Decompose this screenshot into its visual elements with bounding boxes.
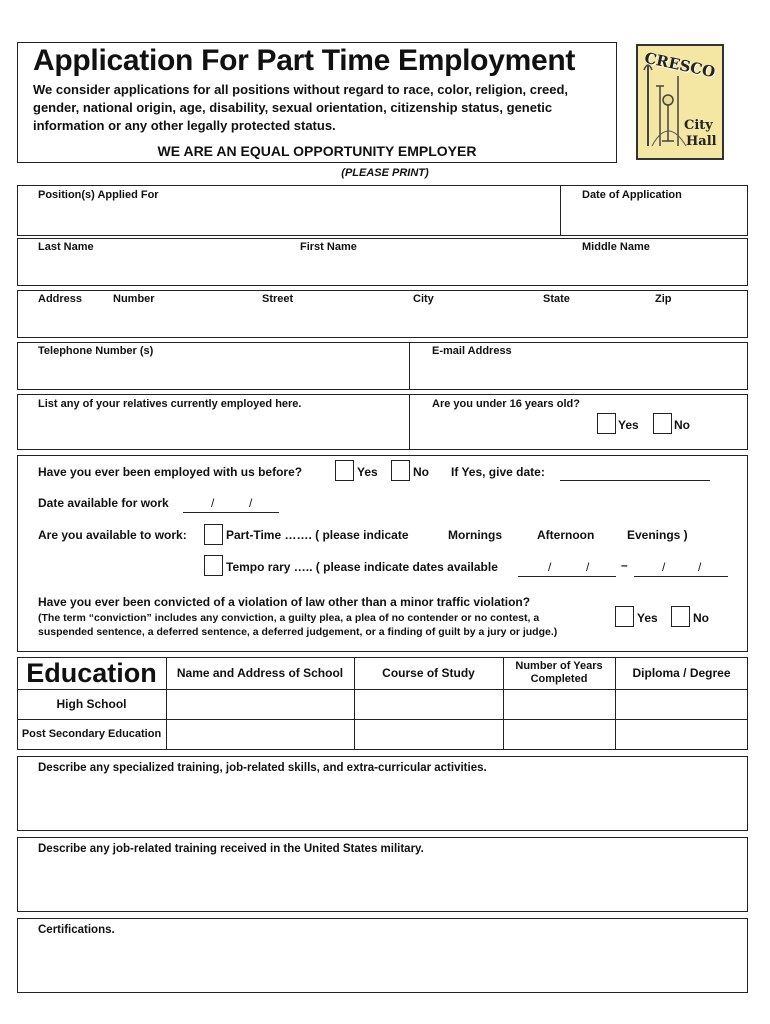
mornings-option[interactable]: Mornings	[448, 528, 502, 542]
afternoon-option[interactable]: Afternoon	[537, 528, 595, 542]
employed-before-yes-checkbox[interactable]	[335, 460, 354, 481]
date-of-application-label: Date of Application	[582, 189, 682, 201]
date-available-slash-1: /	[211, 496, 215, 510]
col-school-header: Name and Address of School	[176, 665, 344, 680]
available-to-work-label: Are you available to work:	[38, 528, 187, 542]
positions-applied-field[interactable]	[20, 203, 558, 233]
part-time-label: Part-Time ……. ( please indicate	[226, 528, 409, 542]
address-field[interactable]	[20, 308, 745, 335]
date-available-label: Date available for work	[38, 496, 169, 510]
convicted-no-label: No	[693, 611, 709, 625]
convicted-no-checkbox[interactable]	[671, 606, 690, 627]
email-label: E-mail Address	[432, 345, 512, 357]
positions-applied-label: Position(s) Applied For	[38, 189, 159, 201]
col-course-header: Course of Study	[382, 665, 475, 680]
row-high-school-label: High School	[56, 696, 127, 711]
telephone-label: Telephone Number (s)	[38, 345, 154, 357]
employed-before-label: Have you ever been employed with us before?	[38, 465, 303, 479]
education-heading: Education	[26, 657, 157, 688]
temporary-end-date-field[interactable]	[634, 563, 728, 577]
position-date-divider	[560, 185, 561, 236]
under-16-no-label: No	[674, 418, 690, 432]
logo-city: City	[684, 118, 713, 133]
under-16-label: Are you under 16 years old?	[432, 398, 580, 410]
logo-title: CRESCO	[642, 48, 717, 82]
zip-label: Zip	[655, 293, 672, 305]
conviction-note-line-2: suspended sentence, a deferred sentence, a deferred judgement, or a finding of guilt by a jury or judge.)	[38, 626, 558, 638]
temporary-label: Tempo rary ….. ( please indicate dates available	[226, 560, 498, 574]
evenings-option[interactable]: Evenings )	[627, 528, 688, 542]
post-secondary-course-field[interactable]	[356, 721, 501, 748]
contact-divider	[409, 342, 410, 390]
post-secondary-years-field[interactable]	[505, 721, 613, 748]
cresco-city-hall-logo	[636, 44, 724, 160]
last-name-label: Last Name	[38, 241, 94, 253]
convicted-question: Have you ever been convicted of a violation of law other than a minor traffic violation?	[38, 595, 531, 609]
part-time-checkbox[interactable]	[204, 524, 223, 545]
row-post-secondary-label: Post Secondary Education	[21, 727, 162, 740]
high-school-diploma-field[interactable]	[617, 691, 746, 717]
date-of-application-field[interactable]	[563, 203, 745, 233]
employed-before-no-checkbox[interactable]	[391, 460, 410, 481]
middle-name-label: Middle Name	[582, 241, 650, 253]
under-16-no-checkbox[interactable]	[653, 413, 672, 434]
temporary-end-slash-2: /	[698, 560, 702, 574]
page-title: Application For Part Time Employment	[33, 44, 576, 77]
certifications-field[interactable]	[20, 942, 745, 990]
if-yes-date-label: If Yes, give date:	[451, 465, 545, 479]
relatives-label: List any of your relatives currently employed here.	[38, 398, 302, 410]
telephone-field[interactable]	[20, 360, 406, 387]
logo-hall: Hall	[686, 134, 717, 149]
high-school-name-field[interactable]	[168, 691, 352, 717]
high-school-years-field[interactable]	[505, 691, 613, 717]
post-secondary-name-field[interactable]	[168, 721, 352, 748]
employed-before-no-label: No	[413, 465, 429, 479]
high-school-course-field[interactable]	[356, 691, 501, 717]
eoe-statement: We consider applications for all positions without regard to race, color, religion, creed, gender, national origin, age, disability, sexual orientation, citizenship status, genetic information or any other legally protected status.	[33, 82, 569, 133]
specialized-training-field[interactable]	[20, 780, 745, 828]
temporary-end-slash-1: /	[662, 560, 666, 574]
col-years-header: Number of Years Completed	[515, 659, 603, 685]
state-label: State	[543, 293, 570, 305]
relatives-divider	[409, 394, 410, 450]
temporary-date-dash: –	[621, 558, 628, 572]
date-available-field[interactable]	[183, 499, 279, 513]
temporary-checkbox[interactable]	[204, 555, 223, 576]
military-training-label: Describe any job-related training received in the United States military.	[38, 843, 424, 855]
military-training-field[interactable]	[20, 861, 745, 909]
name-field[interactable]	[20, 256, 745, 283]
convicted-yes-label: Yes	[637, 611, 658, 625]
employed-before-yes-label: Yes	[357, 465, 378, 479]
street-label: Street	[262, 293, 294, 305]
city-label: City	[413, 293, 434, 305]
under-16-yes-label: Yes	[618, 418, 639, 432]
first-name-label: First Name	[300, 241, 357, 253]
relatives-field[interactable]	[20, 414, 406, 447]
conviction-note-line-1: (The term “conviction” includes any conviction, a guilty plea, a plea of no contender or no contest, a	[38, 612, 540, 624]
convicted-yes-checkbox[interactable]	[615, 606, 634, 627]
certifications-label: Certifications.	[38, 924, 115, 936]
temporary-start-date-field[interactable]	[518, 563, 616, 577]
under-16-yes-checkbox[interactable]	[597, 413, 616, 434]
date-available-slash-2: /	[249, 496, 253, 510]
number-label: Number	[113, 293, 155, 305]
equal-opportunity-heading: WE ARE AN EQUAL OPPORTUNITY EMPLOYER	[157, 143, 477, 159]
temporary-start-slash-1: /	[548, 560, 552, 574]
col-diploma-header: Diploma / Degree	[632, 665, 731, 680]
temporary-start-slash-2: /	[586, 560, 590, 574]
address-label: Address	[38, 293, 83, 305]
please-print-note: (PLEASE PRINT)	[341, 167, 429, 179]
if-yes-date-field[interactable]	[560, 467, 710, 481]
email-field[interactable]	[412, 360, 745, 387]
specialized-training-label: Describe any specialized training, job-related skills, and extra-curricular activities.	[38, 762, 487, 774]
post-secondary-diploma-field[interactable]	[617, 721, 746, 748]
